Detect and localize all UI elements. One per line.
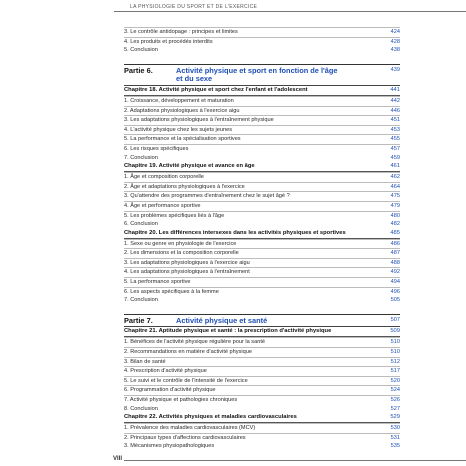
chapter-title: Chapitre 21. Aptitude physique et santé : la prescription d'activité physique bbox=[124, 328, 332, 335]
toc-entry-label: 5. Les problèmes spécifiques liés à l'âge bbox=[124, 212, 225, 219]
toc-entry-label: 4. L'activité physique chez les sujets jeunes bbox=[124, 126, 233, 133]
toc-entry bbox=[124, 248, 400, 258]
toc-entry-label: 7. Conclusion bbox=[124, 154, 158, 161]
page-folio: VIII bbox=[113, 456, 123, 462]
toc-entry-page: 494 bbox=[390, 279, 400, 286]
toc-entry-page: 488 bbox=[390, 259, 400, 266]
toc-entry-page: 510 bbox=[390, 349, 400, 356]
part-title-text bbox=[176, 317, 267, 326]
toc-entry-label: 1. Croissance, développement et maturation bbox=[124, 97, 234, 104]
toc-entry bbox=[124, 46, 400, 55]
toc-entry-page: 492 bbox=[390, 269, 400, 276]
toc-entry-page: 438 bbox=[390, 47, 400, 54]
toc-entry-page: 457 bbox=[390, 145, 400, 152]
chapter-title: Chapitre 18. Activité physique et sport chez l'enfant et l'adolescent bbox=[124, 86, 308, 93]
table-of-contents bbox=[124, 27, 400, 451]
toc-entry-page: 527 bbox=[390, 405, 400, 412]
toc-entry-label: 8. Conclusion bbox=[124, 405, 158, 412]
toc-entry-page: 424 bbox=[390, 29, 400, 35]
toc-entry-page: 453 bbox=[390, 126, 400, 133]
toc-entry-label: 5. La performance et la spécialisation sportives bbox=[124, 136, 241, 143]
header-rule bbox=[114, 11, 466, 12]
toc-entry-page: 524 bbox=[390, 387, 400, 394]
toc-entry-label: 3. Bilan de santé bbox=[124, 358, 166, 365]
toc-entry-label: 7. Activité physique et pathologies chroniques bbox=[124, 397, 238, 403]
toc-entry bbox=[124, 267, 400, 277]
chapter-heading bbox=[124, 327, 400, 337]
chapter-page: 441 bbox=[390, 86, 400, 93]
toc-entry-label: 5. Le suivi et le contrôle de l'intensité de l'exercice bbox=[124, 377, 248, 384]
toc-entry bbox=[124, 211, 400, 221]
toc-entry-label: 3. Le contrôle antidopage : principes et limites bbox=[124, 29, 238, 35]
toc-entry bbox=[124, 220, 400, 229]
chapter-heading bbox=[124, 162, 400, 172]
toc-entry-page: 512 bbox=[390, 358, 400, 365]
toc-entry bbox=[124, 106, 400, 116]
chapter-title: Chapitre 22. Activités physiques et maladies cardiovasculaires bbox=[124, 414, 297, 421]
part-title bbox=[124, 67, 338, 84]
toc-entry-label: 4. Âge et performance sportive bbox=[124, 202, 201, 209]
chapter-page: 485 bbox=[390, 229, 400, 236]
toc-entry-page: 520 bbox=[390, 377, 400, 384]
toc-entry-page: 480 bbox=[390, 212, 400, 219]
toc-entry bbox=[124, 37, 400, 47]
part-page: 507 bbox=[390, 316, 400, 323]
toc-entry-page: 462 bbox=[390, 174, 400, 181]
toc-entry-label: 6. Les risques spécifiques bbox=[124, 145, 189, 152]
part-label: Partie 6. bbox=[124, 65, 153, 75]
toc-entry-page: 475 bbox=[390, 193, 400, 200]
toc-entry bbox=[124, 395, 400, 405]
toc-entry bbox=[124, 357, 400, 367]
part-title-line: Activité physique et santé bbox=[176, 315, 268, 325]
toc-entry-label: 7. Conclusion bbox=[124, 297, 158, 304]
toc-entry-label: 1. Bénéfices de l'activité physique régulière pour la santé bbox=[124, 339, 265, 346]
part-title bbox=[124, 317, 267, 326]
toc-entry-page: 531 bbox=[390, 434, 400, 441]
toc-entry bbox=[124, 125, 400, 135]
toc-entry-page: 530 bbox=[390, 425, 400, 432]
toc-entry-label: 2. Recommandations en matière d'activité physique bbox=[124, 349, 252, 356]
toc-entry bbox=[124, 27, 400, 37]
toc-entry bbox=[124, 239, 400, 249]
toc-entry bbox=[124, 347, 400, 357]
toc-entry-page: 517 bbox=[390, 368, 400, 375]
chapter-page: 529 bbox=[390, 414, 400, 421]
toc-entry bbox=[124, 442, 400, 451]
toc-entry-page: 442 bbox=[390, 97, 400, 104]
part-title-text bbox=[176, 67, 338, 84]
toc-entry bbox=[124, 258, 400, 268]
toc-entry-label: 6. Conclusion bbox=[124, 221, 158, 228]
toc-entry bbox=[124, 287, 400, 297]
toc-entry-label: 6. Programmation d'activité physique bbox=[124, 387, 216, 394]
toc-entry-page: 486 bbox=[390, 240, 400, 247]
toc-entry bbox=[124, 201, 400, 211]
part-heading bbox=[124, 64, 400, 84]
toc-entry bbox=[124, 277, 400, 287]
toc-entry-page: 455 bbox=[390, 136, 400, 143]
toc-entry bbox=[124, 423, 400, 433]
toc-entry-page: 505 bbox=[390, 297, 400, 304]
part-title-line: et du sexe bbox=[176, 74, 213, 84]
toc-entry-label: 5. La performance sportive bbox=[124, 279, 191, 286]
toc-entry bbox=[124, 366, 400, 376]
toc-entry bbox=[124, 134, 400, 144]
toc-entry-page: 487 bbox=[390, 250, 400, 257]
toc-entry-page: 482 bbox=[390, 221, 400, 228]
toc-entry-label: 2. Les dimensions et la composition corporelle bbox=[124, 250, 239, 257]
toc-entry-page: 526 bbox=[390, 397, 400, 403]
toc-entry-label: 1. Âge et composition corporelle bbox=[124, 174, 204, 181]
toc-entry-page: 428 bbox=[390, 38, 400, 45]
toc-entry bbox=[124, 296, 400, 305]
footer-rule bbox=[124, 460, 466, 461]
toc-entry bbox=[124, 385, 400, 395]
chapter-page: 509 bbox=[390, 328, 400, 335]
toc-entry-label: 3. Les adaptations physiologiques à l'entraînement physique bbox=[124, 117, 274, 124]
chapter-page: 461 bbox=[390, 163, 400, 170]
part-label: Partie 7. bbox=[124, 315, 153, 325]
toc-entry bbox=[124, 337, 400, 347]
toc-entry-page: 510 bbox=[390, 339, 400, 346]
toc-entry-label: 2. Âge et adaptations physiologiques à l'exercice bbox=[124, 183, 245, 190]
toc-entry-label: 2. Adaptations physiologiques à l'exercice aigu bbox=[124, 107, 240, 114]
toc-entry bbox=[124, 182, 400, 192]
toc-entry-page: 496 bbox=[390, 288, 400, 295]
toc-entry bbox=[124, 115, 400, 125]
chapter-title: Chapitre 19. Activité physique et avance en âge bbox=[124, 163, 255, 170]
toc-entry-page: 451 bbox=[390, 117, 400, 124]
toc-entry-label: 5. Conclusion bbox=[124, 47, 158, 54]
toc-entry-label: 4. Prescription d'activité physique bbox=[124, 368, 207, 375]
chapter-heading bbox=[124, 413, 400, 423]
toc-entry bbox=[124, 376, 400, 386]
chapter-heading bbox=[124, 229, 400, 239]
toc-entry bbox=[124, 144, 400, 154]
toc-entry-label: 1. Prévalence des maladies cardiovasculaires (MCV) bbox=[124, 425, 256, 432]
toc-entry bbox=[124, 433, 400, 443]
toc-entry bbox=[124, 172, 400, 182]
part-title-line: Activité physique et sport en fonction de l'âge bbox=[176, 65, 338, 75]
part-page: 439 bbox=[390, 66, 400, 73]
toc-entry-label: 6. Les aspects spécifiques à la femme bbox=[124, 288, 219, 295]
toc-entry bbox=[124, 191, 400, 201]
toc-entry-label: 3. Qu'attendre des programmes d'entraînement chez le sujet âgé ? bbox=[124, 193, 290, 200]
toc-entry-page: 459 bbox=[390, 154, 400, 161]
toc-entry-label: 3. Mécanismes physiopathologiques bbox=[124, 443, 215, 450]
toc-entry-label: 2. Principaux types d'affections cardiovasculaires bbox=[124, 434, 246, 441]
toc-entry-label: 1. Sexe ou genre en physiologie de l'exercice bbox=[124, 240, 237, 247]
toc-entry-page: 446 bbox=[390, 107, 400, 114]
toc-entry bbox=[124, 405, 400, 414]
toc-entry-label: 4. Les produits et procédés interdits bbox=[124, 38, 213, 45]
chapter-title: Chapitre 20. Les différences intersexes dans les activités physiques et sportives bbox=[124, 229, 346, 236]
toc-entry-page: 464 bbox=[390, 183, 400, 190]
toc-entry bbox=[124, 154, 400, 163]
toc-entry-label: 3. Les adaptations physiologiques à l'exercice aigu bbox=[124, 259, 250, 266]
part-heading bbox=[124, 314, 400, 326]
toc-entry bbox=[124, 96, 400, 106]
running-header: LA PHYSIOLOGIE DU SPORT ET DE L'EXERCICE bbox=[130, 4, 258, 10]
chapter-heading bbox=[124, 86, 400, 96]
toc-entry-label: 4. Les adaptations physiologiques à l'entraînement bbox=[124, 269, 250, 276]
toc-entry-page: 479 bbox=[390, 202, 400, 209]
toc-entry-page: 535 bbox=[390, 443, 400, 450]
